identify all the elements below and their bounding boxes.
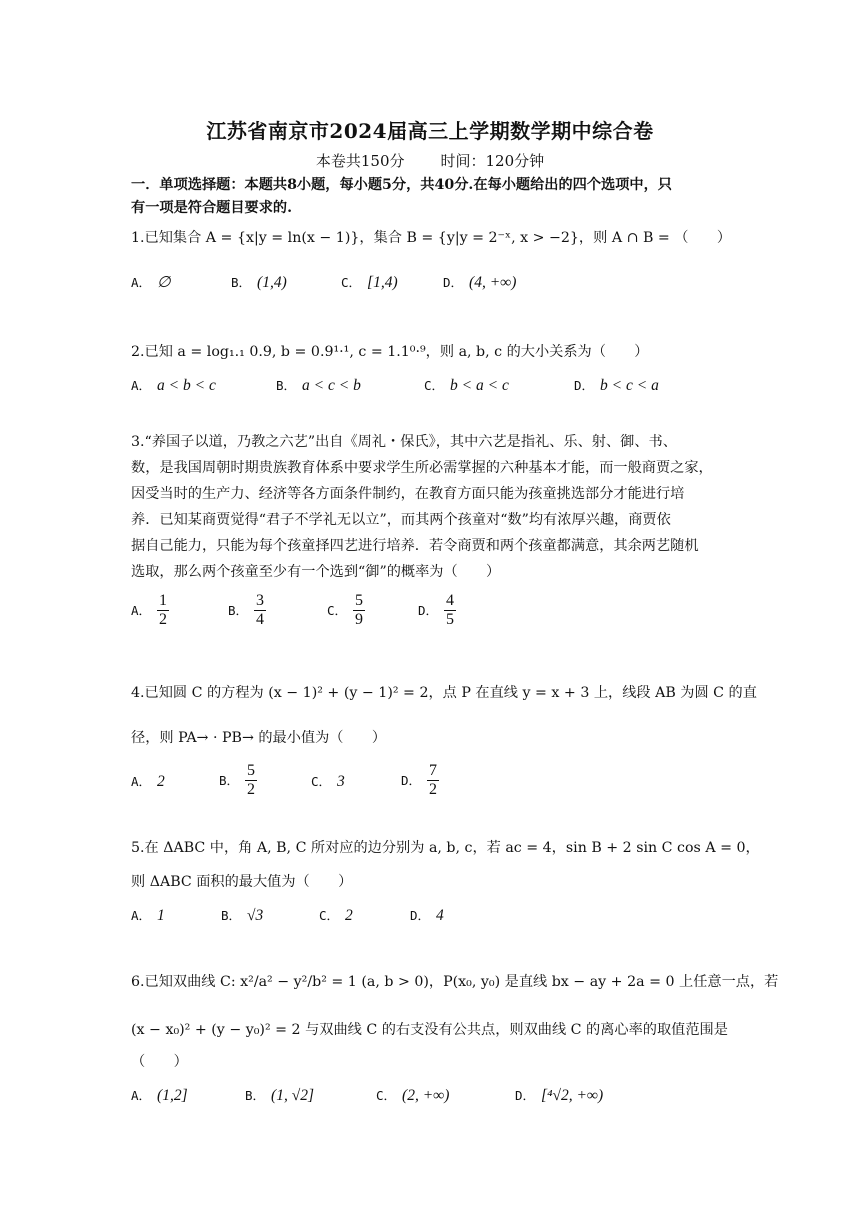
option-d[interactable]: D． 4 — [410, 907, 444, 924]
option-d[interactable]: D． $\frac{4}{5}$ — [418, 592, 455, 628]
section-heading-cont: 有一项是符合题目要求的. — [131, 200, 293, 216]
question-2-stem: 2.已知 a = log₁.₁ 0.9, b = 0.9¹·¹, c = 1.1⁰·⁹，则 a, b, c 的大小关系为（ ） — [131, 344, 649, 360]
option-c[interactable]: C． [1,4) — [341, 274, 398, 291]
option-b[interactable]: B． $\frac{5}{2}$ — [219, 762, 256, 798]
option-c[interactable]: C． b < a < c — [424, 377, 509, 394]
option-c[interactable]: C． $\frac{5}{9}$ — [327, 592, 364, 628]
question-4-stem-line: 径，则 PA→ · PB→ 的最小值为（ ） — [131, 730, 387, 746]
option-b[interactable]: B． (1, √2] — [245, 1087, 314, 1104]
fraction: $\frac{5}{9}$ — [355, 592, 364, 628]
option-b[interactable]: B． a < c < b — [276, 377, 361, 394]
question-4-options — [131, 762, 751, 804]
question-5-stem-line: 则 ΔABC 面积的最大值为（ ） — [131, 874, 353, 890]
question-3-stem-line: 养．已知某商贾觉得“君子不学礼无以立”，而其两个孩童对“数”均有浓厚兴趣，商贾依 — [131, 512, 671, 528]
question-3-stem-line: 3.“养国子以道，乃教之六艺”出自《周礼・保氏》，其中六艺是指礼、乐、射、御、书、 — [131, 434, 677, 450]
option-a[interactable]: A． (1,2] — [131, 1087, 188, 1104]
exam-subtitle — [0, 150, 860, 171]
fraction: $\frac{4}{5}$ — [446, 592, 455, 628]
option-b[interactable]: B． √3 — [221, 907, 264, 924]
question-5-stem-line: 5.在 ΔABC 中，角 A, B, C 所对应的边分别为 a, b, c，若 ac = 4，sin B + 2 sin C cos A = 0， — [131, 840, 760, 856]
option-c[interactable]: C． (2, +∞) — [376, 1087, 450, 1104]
fraction: $\frac{1}{2}$ — [159, 592, 168, 628]
question-3-stem-line: 选取，那么两个孩童至少有一个选到“御”的概率为（ ） — [131, 564, 501, 580]
section-heading: 一．单项选择题：本题共8小题，每小题5分，共40分.在每小题给出的四个选项中，只 — [131, 177, 672, 193]
option-b[interactable]: B． (1,4) — [231, 274, 287, 291]
option-b[interactable]: B． $\frac{3}{4}$ — [228, 592, 265, 628]
total-score: 本卷共150分 — [315, 152, 405, 170]
question-4-stem-line: 4.已知圆 C 的方程为 (x − 1)² + (y − 1)² = 2，点 P 在直线 y = x + 3 上，线段 AB 为圆 C 的直 — [131, 685, 757, 701]
option-d[interactable]: D． b < c < a — [574, 377, 659, 394]
fraction: $\frac{5}{2}$ — [247, 762, 256, 798]
option-c[interactable]: C． 2 — [319, 907, 353, 924]
option-a[interactable]: A． 2 — [131, 773, 165, 790]
option-c[interactable]: C． 3 — [311, 773, 345, 790]
option-d[interactable]: D． [⁴√2, +∞) — [515, 1087, 604, 1104]
question-6-stem-line: （ ） — [131, 1054, 188, 1070]
question-3-stem-line: 数，是我国周朝时期贵族教育体系中要求学生所必需掌握的六种基本才能，而一般商贾之家， — [131, 460, 713, 476]
question-6-stem-line: (x − x₀)² + (y − y₀)² = 2 与双曲线 C 的右支没有公共点，则双曲线 C 的离心率的取值范围是 — [131, 1022, 728, 1038]
question-1-options — [131, 273, 751, 299]
fraction: $\frac{7}{2}$ — [429, 762, 438, 798]
question-3-options — [131, 592, 751, 634]
option-a[interactable]: A． ∅ — [131, 274, 171, 291]
question-2-options — [131, 376, 751, 402]
question-3-stem-line: 据自己能力，只能为每个孩童择四艺进行培养．若令商贾和两个孩童都满意，其余两艺随机 — [131, 538, 699, 554]
option-d[interactable]: D． $\frac{7}{2}$ — [401, 762, 438, 798]
question-1-stem: 1.已知集合 A = {x|y = ln(x − 1)}，集合 B = {y|y = 2⁻ˣ, x > −2}，则 A ∩ B = （ ） — [131, 230, 732, 246]
option-a[interactable]: A． 1 — [131, 907, 165, 924]
question-6-stem-line: 6.已知双曲线 C: x²/a² − y²/b² = 1 (a, b > 0)，P(x₀, y₀) 是直线 bx − ay + 2a = 0 上任意一点，若 — [131, 974, 779, 990]
question-3-stem-line: 因受当时的生产力、经济等各方面条件制约，在教育方面只能为孩童挑选部分才能进行培 — [131, 486, 685, 502]
option-d[interactable]: D． (4, +∞) — [443, 274, 517, 291]
exam-title: 江苏省南京市2024届高三上学期数学期中综合卷 — [206, 119, 654, 143]
option-a[interactable]: A． a < b < c — [131, 377, 216, 394]
fraction: $\frac{3}{4}$ — [256, 592, 265, 628]
time-limit: 时间：120分钟 — [440, 152, 545, 170]
question-5-options — [131, 906, 751, 932]
option-a[interactable]: A． $\frac{1}{2}$ — [131, 592, 168, 628]
question-6-options — [131, 1086, 751, 1112]
